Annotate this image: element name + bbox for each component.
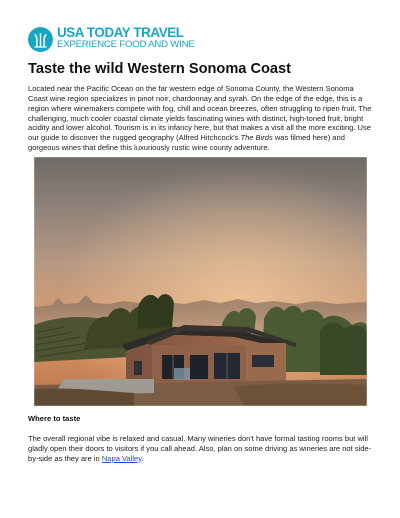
section-text: The overall regional vibe is relaxed and casual. Many wineries don't have formal tasting rooms but will gladly open their doors to visitors if you call ahead. Also, plan on some driving as wineries are not side-by-side as they are in: [28, 434, 372, 463]
article-title: Taste the wild Western Sonoma Coast: [28, 61, 292, 77]
brand-subtitle: EXPERIENCE FOOD AND WINE: [57, 39, 195, 50]
section-text-end: .: [141, 453, 144, 463]
intro-text-end: was filmed here) and gorgeous wines that define this luxuriously rustic wine county adventure.: [28, 133, 345, 153]
section-paragraph: [28, 434, 374, 464]
section-heading: Where to taste: [28, 414, 81, 423]
winery-photo: [34, 157, 367, 406]
brand-logo[interactable]: [28, 27, 200, 53]
napa-valley-link[interactable]: Napa Valley: [101, 453, 142, 463]
brand-name: USA TODAY TRAVEL: [57, 25, 184, 40]
intro-paragraph: [28, 84, 374, 153]
film-title: The Birds: [240, 133, 273, 143]
intro-text-start: Located near the Pacific Ocean on the far western edge of Sonoma County, the Western Sonoma Coast wine region specializes in pinot noir, chardonnay and syrah. On the edge of the edge, this is a region where winemakers compete with fog, chill and ocean breezes, often struggling to ripen fruit. The challenging, much cooler coastal climate yields fascinating wines with distinct, high-toned fruit, bright acidity and lower alcohol. Tourism is in its infancy here, but that makes a visit all the more exciting. Use our guide to discover the rugged geography (Alfred Hitchcock's: [28, 84, 372, 143]
usa-today-travel-logo-icon: [28, 27, 53, 52]
